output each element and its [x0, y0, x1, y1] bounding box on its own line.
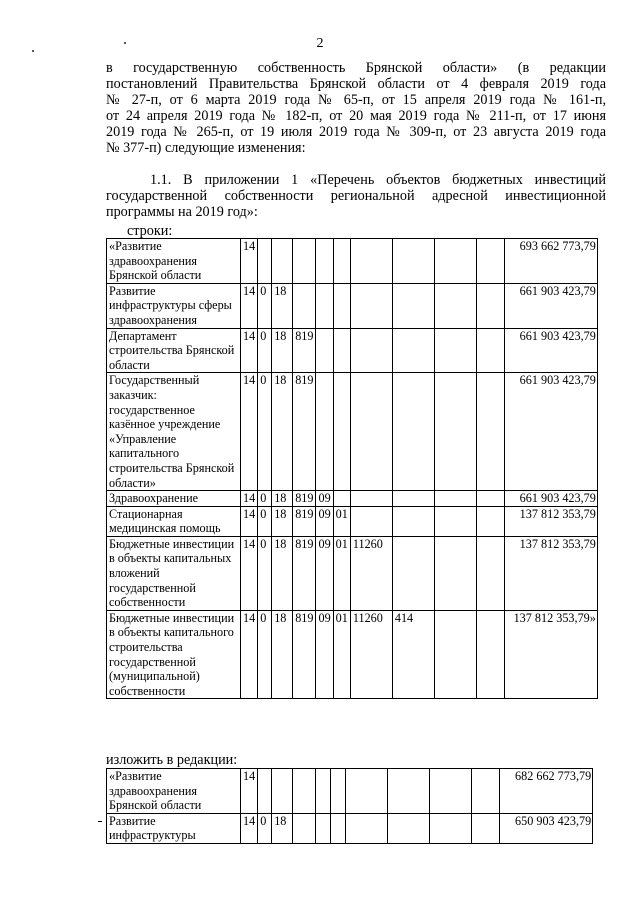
table-row — [107, 610, 598, 699]
row-code-cell: 819 — [293, 610, 316, 699]
row-code-cell — [392, 283, 434, 328]
row-code-cell — [430, 769, 472, 814]
row-code-cell — [476, 610, 504, 699]
row-name-cell: Здравоохранение — [107, 491, 241, 507]
row-code-cell — [476, 536, 504, 610]
row-name-cell: Стационарная медицинская помощь — [107, 506, 241, 536]
table-row — [107, 536, 598, 610]
row-code-cell: 14 — [241, 283, 258, 328]
row-amount-cell: 137 812 353,79 — [504, 506, 597, 536]
row-code-cell: 09 — [316, 536, 333, 610]
row-code-cell: 0 — [258, 328, 272, 373]
point-line: программы на 2019 год»: — [106, 204, 258, 220]
row-code-cell — [434, 610, 476, 699]
intro-line: 2019 года № 265-п, от 19 июля 2019 года № 309-п, от 23 августа 2019 года — [106, 124, 606, 140]
row-code-cell: 09 — [316, 610, 333, 699]
row-code-cell — [392, 506, 434, 536]
scan-speck — [124, 42, 126, 44]
row-name-cell: «Развитие здравоохранения Брянской области — [107, 239, 241, 284]
row-code-cell — [350, 373, 392, 491]
row-code-cell: 0 — [258, 506, 272, 536]
row-amount-cell: 693 662 773,79 — [504, 239, 597, 284]
row-code-cell: 11260 — [350, 536, 392, 610]
intro-line: № 27-п, от 6 марта 2019 года № 65-п, от 15 апреля 2019 года № 161-п, — [106, 92, 606, 108]
row-code-cell: 18 — [272, 536, 293, 610]
row-code-cell — [333, 283, 350, 328]
point-line: государственной собственности региональной адресной инвестиционной — [106, 188, 606, 204]
row-code-cell — [476, 491, 504, 507]
table-row — [107, 813, 593, 843]
row-code-cell: 18 — [272, 373, 293, 491]
row-code-cell — [331, 813, 346, 843]
row-code-cell — [331, 769, 346, 814]
intro-line: от 24 апреля 2019 года № 182-п, от 20 мая 2019 года № 211-п, от 17 июня — [106, 108, 606, 124]
row-code-cell — [350, 506, 392, 536]
row-code-cell: 819 — [293, 536, 316, 610]
row-code-cell — [434, 506, 476, 536]
row-code-cell: 01 — [333, 506, 350, 536]
row-name-cell: Развитие инфраструктуры — [107, 813, 241, 843]
row-code-cell — [434, 491, 476, 507]
row-code-cell — [258, 239, 272, 284]
point-line: 1.1. В приложении 1 «Перечень объектов бюджетных инвестиций — [150, 172, 606, 188]
row-name-cell: Бюджетные инвестиции в объекты капитальных вложений государственной собственности — [107, 536, 241, 610]
row-code-cell — [476, 283, 504, 328]
row-code-cell — [316, 328, 333, 373]
margin-mark — [98, 821, 102, 822]
row-amount-cell: 650 903 423,79 — [500, 813, 593, 843]
row-code-cell — [316, 769, 331, 814]
table-row — [107, 283, 598, 328]
table-new-rows — [106, 768, 593, 844]
intro-line: в государственную собственность Брянской области» (в редакции — [106, 60, 606, 76]
row-code-cell: 14 — [241, 769, 258, 814]
row-code-cell: 14 — [241, 813, 258, 843]
row-code-cell — [434, 283, 476, 328]
row-amount-cell: 661 903 423,79 — [504, 373, 597, 491]
row-code-cell: 14 — [241, 536, 258, 610]
table-row — [107, 239, 598, 284]
table-row — [107, 491, 598, 507]
table-row — [107, 769, 593, 814]
row-code-cell — [293, 769, 316, 814]
row-code-cell — [346, 813, 388, 843]
row-amount-cell: 137 812 353,79» — [504, 610, 597, 699]
table-row — [107, 506, 598, 536]
row-code-cell: 14 — [241, 328, 258, 373]
row-code-cell: 0 — [258, 536, 272, 610]
row-code-cell — [392, 239, 434, 284]
table-row — [107, 373, 598, 491]
row-name-cell: Государственный заказчик: государственное казённое учреждение «Управление капитального строительства Брянской области» — [107, 373, 241, 491]
row-code-cell: 414 — [392, 610, 434, 699]
row-code-cell — [333, 373, 350, 491]
table-old-rows — [106, 238, 598, 699]
row-code-cell: 819 — [293, 491, 316, 507]
label-new-edition: изложить в редакции: — [106, 752, 238, 768]
row-code-cell — [392, 373, 434, 491]
row-code-cell: 0 — [258, 610, 272, 699]
row-name-cell: Департамент строительства Брянской области — [107, 328, 241, 373]
row-code-cell — [472, 813, 500, 843]
row-code-cell — [316, 239, 333, 284]
row-name-cell: «Развитие здравоохранения Брянской области — [107, 769, 241, 814]
row-code-cell — [434, 328, 476, 373]
row-code-cell: 14 — [241, 610, 258, 699]
row-code-cell — [346, 769, 388, 814]
row-code-cell: 819 — [293, 506, 316, 536]
row-code-cell — [350, 239, 392, 284]
row-code-cell: 14 — [241, 491, 258, 507]
row-code-cell — [272, 239, 293, 284]
row-code-cell: 09 — [316, 491, 333, 507]
row-code-cell: 0 — [258, 813, 272, 843]
intro-line: № 377-п) следующие изменения: — [106, 140, 306, 156]
row-code-cell: 18 — [272, 813, 293, 843]
row-code-cell — [293, 239, 316, 284]
row-code-cell — [476, 328, 504, 373]
row-code-cell: 09 — [316, 506, 333, 536]
row-code-cell: 14 — [241, 239, 258, 284]
row-code-cell — [388, 813, 430, 843]
row-code-cell: 18 — [272, 328, 293, 373]
row-code-cell — [434, 239, 476, 284]
row-amount-cell: 661 903 423,79 — [504, 491, 597, 507]
row-code-cell: 0 — [258, 373, 272, 491]
row-code-cell — [430, 813, 472, 843]
row-code-cell — [350, 491, 392, 507]
row-code-cell — [333, 328, 350, 373]
intro-paragraph — [106, 60, 606, 156]
row-code-cell: 01 — [333, 536, 350, 610]
row-amount-cell: 661 903 423,79 — [504, 328, 597, 373]
row-code-cell — [316, 283, 333, 328]
row-code-cell: 14 — [241, 506, 258, 536]
row-code-cell — [392, 491, 434, 507]
row-name-cell: Бюджетные инвестиции в объекты капитального строительства государственной (муниципальной) собственности — [107, 610, 241, 699]
row-code-cell — [258, 769, 272, 814]
row-code-cell: 18 — [272, 610, 293, 699]
row-code-cell: 819 — [293, 373, 316, 491]
row-code-cell: 01 — [333, 610, 350, 699]
row-code-cell — [392, 536, 434, 610]
row-code-cell: 0 — [258, 283, 272, 328]
row-code-cell — [293, 813, 316, 843]
row-code-cell — [472, 769, 500, 814]
point-1-1 — [106, 172, 606, 220]
row-code-cell — [350, 328, 392, 373]
row-code-cell — [434, 373, 476, 491]
row-code-cell — [316, 813, 331, 843]
row-code-cell — [388, 769, 430, 814]
row-code-cell: 14 — [241, 373, 258, 491]
row-code-cell — [293, 283, 316, 328]
row-code-cell — [476, 506, 504, 536]
row-code-cell: 0 — [258, 491, 272, 507]
page-number: 2 — [316, 36, 324, 51]
row-code-cell: 11260 — [350, 610, 392, 699]
row-code-cell — [434, 536, 476, 610]
row-code-cell — [392, 328, 434, 373]
row-amount-cell: 137 812 353,79 — [504, 536, 597, 610]
intro-line: постановлений Правительства Брянской области от 4 февраля 2019 года — [106, 76, 606, 92]
row-code-cell — [272, 769, 293, 814]
row-code-cell — [333, 239, 350, 284]
label-rows: строки: — [127, 223, 173, 239]
row-code-cell: 18 — [272, 506, 293, 536]
row-code-cell: 18 — [272, 491, 293, 507]
scan-speck — [32, 50, 34, 52]
row-code-cell — [316, 373, 333, 491]
row-code-cell: 819 — [293, 328, 316, 373]
row-code-cell — [476, 373, 504, 491]
row-code-cell: 18 — [272, 283, 293, 328]
row-code-cell — [333, 491, 350, 507]
row-code-cell — [350, 283, 392, 328]
row-name-cell: Развитие инфраструктуры сферы здравоохранения — [107, 283, 241, 328]
row-code-cell — [476, 239, 504, 284]
table-row — [107, 328, 598, 373]
row-amount-cell: 661 903 423,79 — [504, 283, 597, 328]
row-amount-cell: 682 662 773,79 — [500, 769, 593, 814]
